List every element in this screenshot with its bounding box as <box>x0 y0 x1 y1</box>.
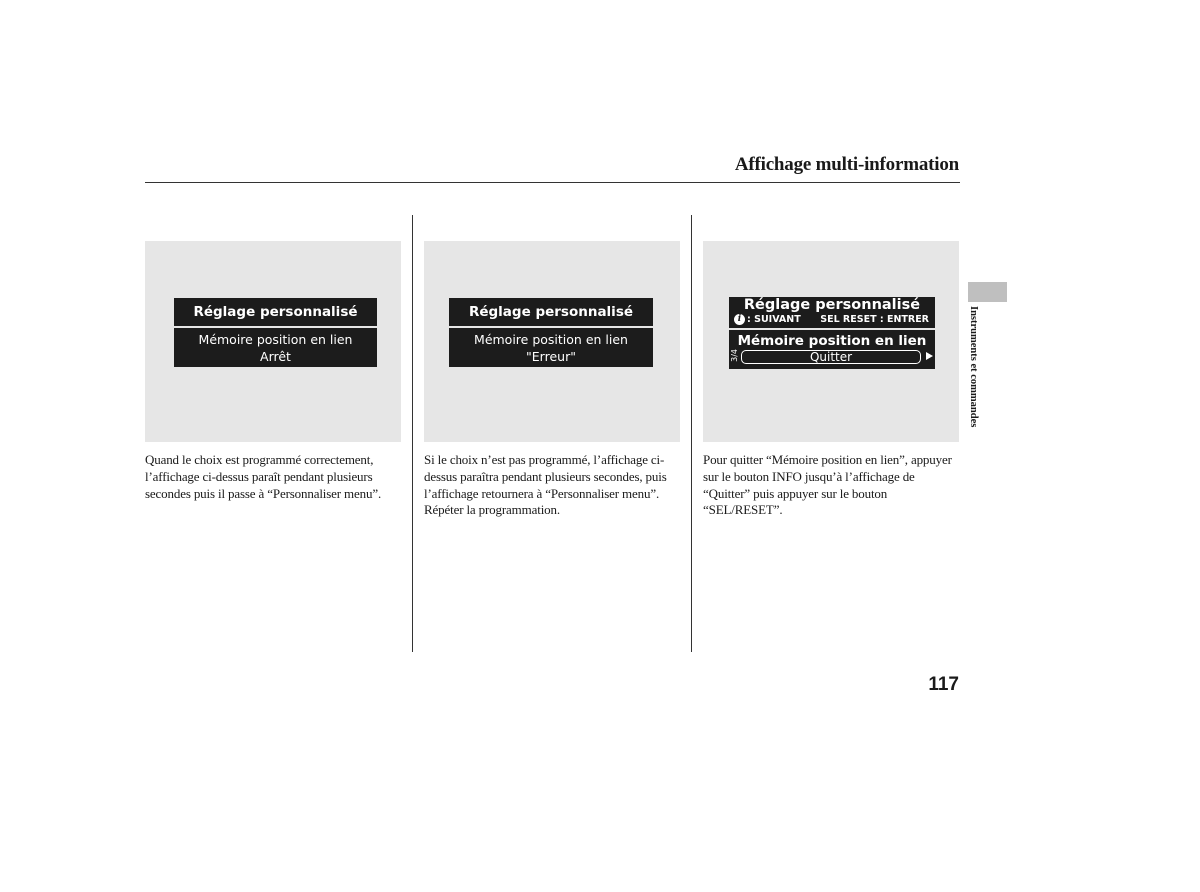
display-screen-3 <box>729 297 935 369</box>
display-illustration-2 <box>424 241 680 442</box>
screen-title: Réglage personnalisé <box>468 304 634 320</box>
screen-line-2: Arrêt <box>260 349 291 364</box>
caption-1: Quand le choix est programmé correctement, l’affichage ci-dessus paraît pendant plusieurs secondes puis il passe à “Personnaliser menu”. <box>145 452 382 501</box>
enter-hint: SEL RESET : ENTRER <box>820 314 929 325</box>
screen-line-2: "Erreur" <box>526 349 576 364</box>
next-hint: : SUIVANT <box>747 314 801 325</box>
screen-separator <box>174 326 377 328</box>
arrow-right-icon <box>926 352 933 360</box>
screen-line-1: Mémoire position en lien <box>474 332 628 347</box>
column-divider-2 <box>691 215 692 652</box>
page-title: Affichage multi-information <box>734 154 959 175</box>
screen-title: Réglage personnalisé <box>193 304 358 320</box>
page-number: 117 <box>928 674 959 695</box>
display-screen-2 <box>449 298 653 367</box>
section-tab-marker <box>968 282 1007 302</box>
caption-3: Pour quitter “Mémoire position en lien”, appuyer sur le bouton INFO jusqu’à l’affichage de “Quitter” puis appuyer sur le bouton “SEL/RESET”. <box>703 452 952 518</box>
info-icon: i <box>734 314 745 325</box>
caption-2: Si le choix n’est pas programmé, l’affichage ci-dessus paraîtra pendant plusieurs secondes, puis l’affichage retournera à “Personnaliser menu”. Répéter la programmation. <box>424 452 667 518</box>
display-screen-1 <box>174 298 377 367</box>
screen-separator <box>729 328 935 330</box>
title-divider <box>145 182 960 183</box>
column-divider-1 <box>412 215 413 652</box>
section-tab-label: Instruments et commandes <box>968 306 979 428</box>
screen-separator <box>449 326 653 328</box>
screen-line-1: Mémoire position en lien <box>198 332 353 347</box>
selected-option: Quitter <box>741 350 921 364</box>
screen-title: Réglage personnalisé <box>743 297 921 313</box>
screen-hint-row <box>729 313 935 326</box>
display-illustration-1 <box>145 241 401 442</box>
display-illustration-3 <box>703 241 959 442</box>
page-indicator: 3/4 <box>730 349 739 362</box>
screen-menu-item: Mémoire position en lien <box>737 333 927 349</box>
